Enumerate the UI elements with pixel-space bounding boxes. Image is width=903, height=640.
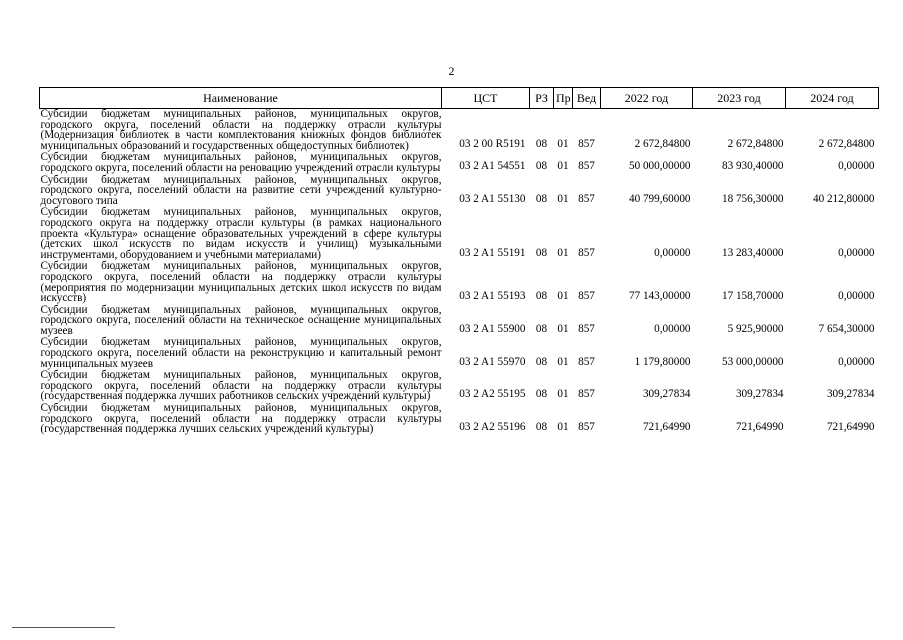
row-name: Субсидии бюджетам муниципальных районов, муниципальных округов, городского округа, поселений области на реновацию учреждений отрасли культуры	[40, 151, 442, 174]
header-name: Наименование	[40, 88, 442, 109]
row-cst: 03 2 A1 55130	[459, 192, 526, 205]
row-ved: 857	[578, 421, 595, 434]
page-number: 2	[448, 64, 455, 78]
row-rz: 08	[535, 192, 548, 205]
row-ved: 857	[578, 192, 595, 205]
row-2023: 2 672,84800	[727, 137, 784, 150]
row-pr: 01	[557, 159, 569, 172]
row-rz: 08	[535, 355, 548, 368]
row-name: Субсидии бюджетам муниципальных районов, муниципальных округов, городского округа, поселений области на поддержку отрасли культуры (Модернизация библиотек в части комплектования книжных фондов библиотек муниципальных образований и государственных общедоступных библиотек)	[40, 108, 442, 152]
row-pr: 01	[557, 137, 569, 150]
row-2022: 0,00000	[654, 322, 691, 335]
table-row	[40, 207, 879, 261]
row-2024: 0,00000	[838, 246, 875, 259]
row-2022: 40 799,60000	[628, 192, 691, 205]
row-2022: 1 179,80000	[634, 355, 691, 368]
row-name: Субсидии бюджетам муниципальных районов, муниципальных округов, городского округа, поселений области на поддержку отрасли культуры (государственная поддержка лучших работников сельских учреждений культуры)	[40, 369, 442, 403]
row-2023: 309,27834	[735, 388, 784, 401]
row-rz: 08	[535, 290, 548, 303]
table-row	[40, 305, 879, 338]
row-2024: 0,00000	[838, 290, 875, 303]
row-name: Субсидии бюджетам муниципальных районов, муниципальных округов, городского округа, поселений области на техническое оснащение муниципальных музеев	[40, 303, 442, 337]
row-2024: 0,00000	[838, 159, 875, 172]
row-cst: 03 2 A2 55196	[459, 421, 526, 434]
row-2022: 2 672,84800	[634, 137, 691, 150]
row-rz: 08	[535, 421, 548, 434]
header-2023: 2023 год	[693, 88, 786, 109]
row-2024: 721,64990	[826, 421, 875, 434]
table-row	[40, 261, 879, 304]
row-2022: 50 000,00000	[628, 159, 691, 172]
table-row	[40, 403, 879, 436]
row-pr: 01	[557, 192, 569, 205]
row-2023: 18 756,30000	[721, 192, 784, 205]
row-cst: 03 2 00 R5191	[459, 137, 526, 150]
row-ved: 857	[578, 355, 595, 368]
budget-table	[39, 87, 879, 436]
header-ved: Вед	[573, 88, 601, 109]
table-row	[40, 109, 879, 153]
row-name: Субсидии бюджетам муниципальных районов, муниципальных округов, городского округа, поселений области на поддержку отрасли культуры (мероприятия по модернизации муниципальных детских школ искусств по видам искусств)	[40, 260, 442, 305]
row-ved: 857	[578, 246, 595, 259]
table-row	[40, 370, 879, 403]
row-cst: 03 2 A1 55191	[459, 246, 526, 259]
row-2024: 40 212,80000	[812, 192, 875, 205]
row-2023: 17 158,70000	[721, 290, 784, 303]
row-2023: 5 925,90000	[727, 322, 784, 335]
row-2022: 721,64990	[642, 421, 691, 434]
header-rz: РЗ	[530, 88, 554, 109]
header-2024: 2024 год	[786, 88, 879, 109]
row-cst: 03 2 A1 54551	[459, 159, 526, 172]
row-ved: 857	[578, 137, 595, 150]
row-rz: 08	[535, 137, 548, 150]
row-name: Субсидии бюджетам муниципальных районов, муниципальных округов, городского округа, поселений области на развитие сети учреждений культурно-досугового типа	[40, 173, 442, 207]
row-ved: 857	[578, 388, 595, 401]
table-header	[40, 88, 879, 109]
header-2022: 2022 год	[601, 88, 693, 109]
row-name: Субсидии бюджетам муниципальных районов, муниципальных округов, городского округа, поселений области на поддержку отрасли культуры (государственная поддержка лучших сельских учреждений культуры)	[40, 402, 442, 436]
row-name: Субсидии бюджетам муниципальных районов, муниципальных округов, городского округа на поддержку отрасли культуры (в рамках национального проекта «Культура» оснащение образовательных учреждений в сфере культуры (детских школ искусств по видам искусств и училищ) музыкальными инструментами, оборудованием и учебными материалами)	[40, 206, 442, 261]
row-2023: 13 283,40000	[721, 246, 784, 259]
footnote-divider	[12, 627, 115, 628]
row-2023: 83 930,40000	[721, 159, 784, 172]
row-pr: 01	[557, 322, 569, 335]
row-pr: 01	[557, 388, 569, 401]
table-body	[40, 109, 879, 436]
row-cst: 03 2 A2 55195	[459, 388, 526, 401]
row-name: Субсидии бюджетам муниципальных районов, муниципальных округов, городского округа, поселений области на реконструкцию и капитальный ремонт муниципальных музеев	[40, 336, 442, 370]
row-ved: 857	[578, 290, 595, 303]
header-pr: Пр	[554, 88, 573, 109]
row-2024: 309,27834	[826, 388, 875, 401]
row-rz: 08	[535, 388, 548, 401]
row-2024: 2 672,84800	[818, 137, 875, 150]
row-2022: 309,27834	[642, 388, 691, 401]
row-cst: 03 2 A1 55193	[459, 290, 526, 303]
row-pr: 01	[557, 290, 569, 303]
row-pr: 01	[557, 421, 569, 434]
table-row	[40, 337, 879, 370]
row-ved: 857	[578, 322, 595, 335]
row-2022: 77 143,00000	[628, 290, 691, 303]
row-rz: 08	[535, 159, 548, 172]
row-2022: 0,00000	[654, 246, 691, 259]
table-row	[40, 175, 879, 208]
row-2024: 0,00000	[838, 355, 875, 368]
row-pr: 01	[557, 246, 569, 259]
row-2023: 721,64990	[735, 421, 784, 434]
row-cst: 03 2 A1 55900	[459, 322, 526, 335]
row-2023: 53 000,00000	[721, 355, 784, 368]
header-cst: ЦСТ	[442, 88, 530, 109]
row-rz: 08	[535, 246, 548, 259]
row-cst: 03 2 A1 55970	[459, 355, 526, 368]
row-ved: 857	[578, 159, 595, 172]
table-row	[40, 152, 879, 174]
row-2024: 7 654,30000	[818, 322, 875, 335]
row-pr: 01	[557, 355, 569, 368]
row-rz: 08	[535, 322, 548, 335]
